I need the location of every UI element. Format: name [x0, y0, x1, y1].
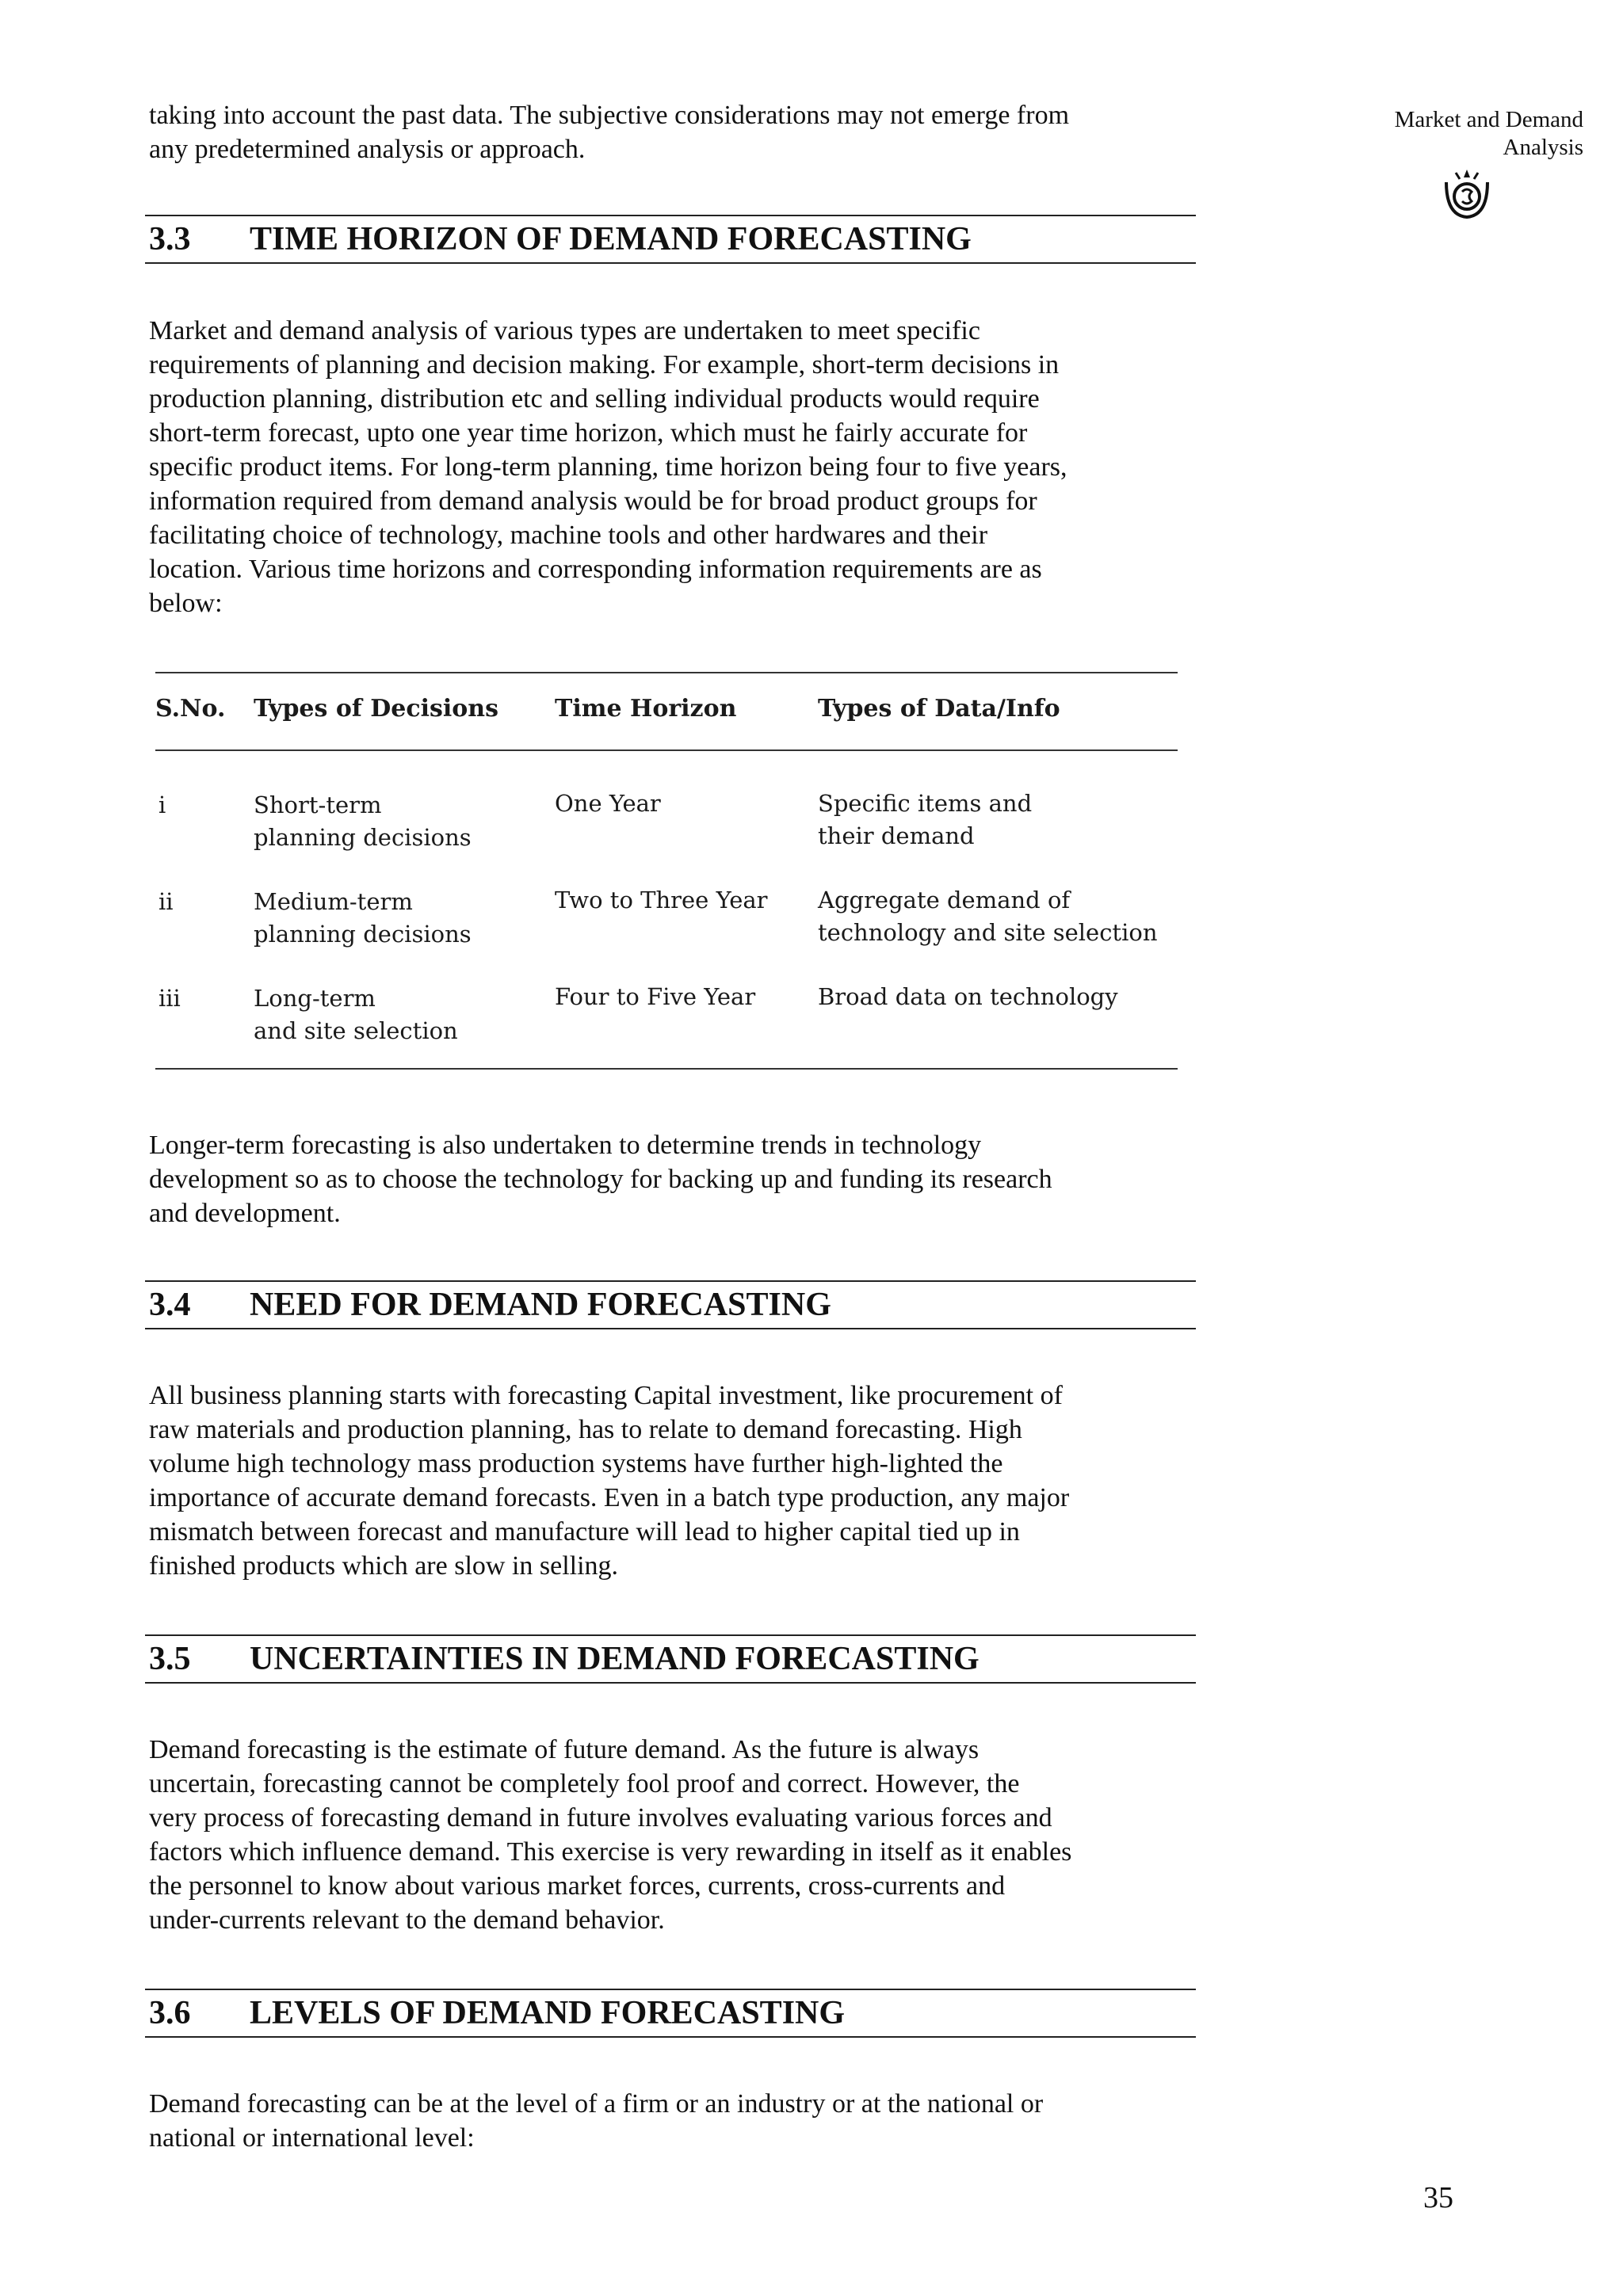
table-cell-sno: iii: [158, 985, 181, 1012]
section-3-3-heading: [145, 215, 1196, 264]
table-cell-decision: planning decisions: [254, 921, 472, 948]
text-line: Demand forecasting can be at the level of a firm or an industry or at the national or: [149, 2089, 1044, 2119]
text-line: short-term forecast, upto one year time horizon, which must he fairly accurate for: [149, 418, 1028, 448]
table-cell-info: their demand: [818, 822, 975, 849]
text-line: Longer-term forecasting is also undertaken to determine trends in technology: [149, 1131, 982, 1160]
text-line: very process of forecasting demand in future involves evaluating various forces and: [149, 1803, 1052, 1833]
header-types-of-data: Types of Data/Info: [818, 695, 1060, 723]
section-3-3-paragraph-1: [149, 314, 1195, 620]
table-cell-info: technology and site selection: [818, 919, 1158, 946]
text-line: raw materials and production planning, has to relate to demand forecasting. High: [149, 1415, 1022, 1444]
table-cell-info: Broad data on technology: [818, 983, 1118, 1010]
text-line: production planning, distribution etc and selling individual products would require: [149, 384, 1040, 414]
section-title: TIME HORIZON OF DEMAND FORECASTING: [250, 221, 972, 257]
section-number: 3.5: [149, 1641, 191, 1677]
text-line: importance of accurate demand forecasts. Even in a batch type production, any major: [149, 1483, 1070, 1512]
text-line: below:: [149, 589, 223, 618]
text-line: the personnel to know about various market forces, currents, cross-currents and: [149, 1871, 1006, 1901]
text-line: mismatch between forecast and manufacture will lead to higher capital tied up in: [149, 1517, 1020, 1547]
section-number: 3.3: [149, 221, 191, 257]
table-cell-decision: Long-term: [254, 985, 376, 1012]
section-number: 3.6: [149, 1995, 191, 2031]
text-line: national or international level:: [149, 2123, 475, 2153]
running-header-line1: Market and Demand: [1394, 107, 1583, 132]
text-line: finished products which are slow in selling.: [149, 1551, 619, 1581]
university-emblem-icon: [1438, 165, 1495, 222]
header-sno: S.No.: [155, 695, 226, 723]
text-line: volume high technology mass production systems have further high-lighted the: [149, 1449, 1003, 1478]
intro-paragraph: [149, 98, 1195, 166]
table-cell-info: Specific items and: [818, 790, 1033, 817]
section-3-4-paragraph: [149, 1379, 1195, 1583]
table-cell-horizon: Four to Five Year: [555, 983, 756, 1010]
text-line: facilitating choice of technology, machine tools and other hardwares and their: [149, 521, 988, 550]
table-cell-decision: and site selection: [254, 1017, 458, 1044]
running-header-line2: Analysis: [1503, 135, 1583, 160]
intro-line-2: any predetermined analysis or approach.: [149, 135, 586, 164]
header-types-of-decisions: Types of Decisions: [254, 695, 498, 723]
section-3-3-paragraph-2: [149, 1128, 1195, 1230]
text-line: development so as to choose the technology for backing up and funding its research: [149, 1165, 1052, 1194]
section-3-6-paragraph: [149, 2087, 1195, 2155]
text-line: Market and demand analysis of various types are undertaken to meet specific: [149, 316, 980, 345]
time-horizon-table: [155, 672, 1178, 1076]
table-cell-decision: Medium-term: [254, 888, 413, 915]
section-3-6-heading: [145, 1989, 1196, 2038]
section-3-5-heading: [145, 1634, 1196, 1684]
table-cell-decision: Short-term: [254, 791, 382, 818]
table-cell-decision: planning decisions: [254, 824, 472, 851]
table-top-rule: [155, 672, 1178, 673]
text-line: Demand forecasting is the estimate of future demand. As the future is always: [149, 1735, 980, 1764]
text-line: uncertain, forecasting cannot be completely fool proof and correct. However, the: [149, 1769, 1020, 1798]
text-line: location. Various time horizons and corresponding information requirements are as: [149, 555, 1042, 584]
table-cell-horizon: Two to Three Year: [555, 887, 768, 913]
header-time-horizon: Time Horizon: [555, 695, 737, 723]
text-line: All business planning starts with forecasting Capital investment, like procurement of: [149, 1381, 1063, 1410]
text-line: specific product items. For long-term planning, time horizon being four to five years,: [149, 452, 1067, 482]
table-cell-info: Aggregate demand of: [818, 887, 1071, 913]
table-header-rule: [155, 749, 1178, 751]
table-cell-horizon: One Year: [555, 790, 661, 817]
section-title: UNCERTAINTIES IN DEMAND FORECASTING: [250, 1641, 980, 1677]
section-number: 3.4: [149, 1287, 191, 1323]
section-3-5-paragraph: [149, 1733, 1195, 1937]
table-cell-sno: i: [158, 791, 166, 818]
text-line: factors which influence demand. This exercise is very rewarding in itself as it enables: [149, 1837, 1072, 1867]
running-header: [1395, 106, 1583, 162]
intro-line-1: taking into account the past data. The subjective considerations may not emerge from: [149, 101, 1070, 130]
text-line: requirements of planning and decision making. For example, short-term decisions in: [149, 350, 1060, 379]
page-number: 35: [1423, 2181, 1453, 2214]
text-line: under-currents relevant to the demand behavior.: [149, 1905, 665, 1935]
table-bottom-rule: [155, 1068, 1178, 1070]
text-line: information required from demand analysis would be for broad product groups for: [149, 486, 1037, 516]
section-3-4-heading: [145, 1280, 1196, 1329]
table-cell-sno: ii: [158, 888, 174, 915]
section-title: NEED FOR DEMAND FORECASTING: [250, 1287, 831, 1323]
section-title: LEVELS OF DEMAND FORECASTING: [250, 1995, 846, 2031]
text-line: and development.: [149, 1199, 341, 1228]
